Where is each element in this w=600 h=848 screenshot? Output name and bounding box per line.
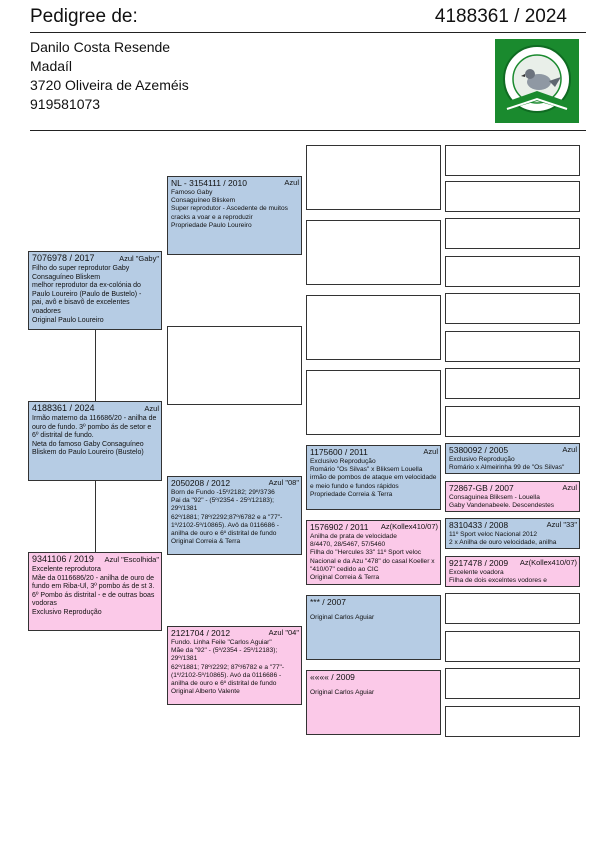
bird-notes: Exclusivo Reprodução Romário x Almeirinha 99 de "Os Silvas" [449,456,565,472]
ring-number: 1175600 / 2011 [310,447,368,457]
bird-dam-sire-sire-sire [445,443,580,474]
bird-dam-dam [167,626,302,705]
bird-g4-empty [306,220,441,285]
bird-dam-sire-dam [306,520,441,585]
connector-line [95,330,96,401]
bird-color: Azul [144,404,159,413]
bird-g5-empty [445,631,580,662]
bird-sire [28,251,162,330]
bird-color: Az(Kollex410/07) [380,522,438,531]
bird-color: Azul [562,445,577,454]
ring-number: 7076978 / 2017 [32,253,95,263]
bird-color: Az(Kollex410/07) [519,558,577,567]
bird-g5-empty [445,218,580,249]
bird-g5-empty [445,368,580,399]
bird-notes: Irmão materno da 116686/20 - anilha de ouro de fundo. 3º pombo ás de setor e 6º distrital de fundo. Neta do famoso Gaby Consaguíneo Bliskem do Paulo Loureiro (Bustelo) [32,415,157,457]
loft-logo [495,39,579,123]
ring-number: 4188361 / 2024 [32,403,95,413]
bird-color: Azul [423,447,438,456]
bird-color: Azul "33" [546,520,577,529]
owner-city: 3720 Oliveira de Azeméis [30,77,189,93]
bird-notes: Original Carlos Aguiar [310,689,375,696]
owner-place: Madaíl [30,58,73,74]
bird-g4-empty [306,295,441,360]
bird-notes: Anilha de prata de velocidade 8/4470, 28/5467, 57/5460 Filha do "Hercules 33" 11º Sport veloc Nacional e da Azu "478" do casal Koeller x "410/07" cedido ao CIC Original Correia & Terra [310,533,435,582]
bird-notes: Original Carlos Aguiar [310,614,375,621]
bird-g5-empty [445,593,580,624]
bird-color: Azul "08" [268,478,299,487]
bird-color: Azul [284,178,299,187]
bird-dam-dam-dam [306,670,441,735]
ring-number: 5380092 / 2005 [449,445,509,455]
page-title: Pedigree de: [30,6,138,27]
bird-notes: Filho do super reprodutor Gaby Consaguíneo Bliskem melhor reprodutor da ex-colónia do Paulo Loureiro (Paulo de Bustelo) - pai, avô e bisavô de excelentes voadores Original Paulo Loureiro [32,265,142,324]
bird-sire-sire [167,176,302,255]
bird-main [28,401,162,481]
bird-g5-empty [445,145,580,176]
bird-color: Azul "Gaby" [119,254,159,263]
bird-notes: Excelente voadora Filha de dois excelntes vodores e [449,569,547,585]
bird-notes: Fundo. Linha Feile "Carlos Aguiar" Mãe da "92" - (5º/2354 - 25º/12183); 29º/1381 62º/1881; 78º/2292; 87º/6782 e a "77"- (1º/2102-5º/10865). Avó da 0116686 - anilha de ouro e 6º distrital de fundo Original Alberto Valente [171,639,285,696]
bird-dam-dam-sire [306,595,441,660]
ring-number: *** / 2007 [310,597,346,607]
ring-number: 2050208 / 2012 [171,478,231,488]
bird-g5-empty [445,406,580,437]
bird-notes: Famoso Gaby Consaguíneo Bliskem Super reprodutor - Ascedente de muitos cracks a voar e a reproduzir Propriedade Paulo Loureiro [171,189,288,229]
bird-dam-sire-dam-sire [445,518,580,549]
owner-rule [30,130,586,131]
ring-number: 9341106 / 2019 [32,554,94,564]
bird-notes: 11º Sport veloc Nacional 2012 2 x Anilha de ouro velocidade, anilha [449,531,557,547]
bird-g5-empty [445,181,580,212]
bird-notes: Born de Fundo -15º/2182; 29º/3736 Pai da "92" - (5º/2354 - 25º/12183); 29º/1381 62º/1881; 78º/2292;87º/6782 e a "77"- 1º/2102-5º/10865). Avô da 0116686 - anilha de ouro e 6º distrital de fundo Original Correia & Terra [171,489,283,546]
bird-notes: Excelente reprodutora Mãe da 0116686/20 - anilha de ouro de fundo em Riba-Ul, 3º pombo ás de st 3. 6º Pombo ás distrital - e de outras boas vodoras Exclusivo Reprodução [32,566,155,616]
bird-g4-empty [306,145,441,210]
bird-g4-empty [306,370,441,435]
bird-color: Azul "Escolhida" [104,555,159,564]
bird-g5-empty [445,256,580,287]
bird-color: Azul [562,483,577,492]
bird-color: Azul "04" [268,628,299,637]
ring-number: 9217478 / 2009 [449,558,509,568]
bird-g5-empty [445,706,580,737]
bird-dam-sire-sire-dam [445,481,580,512]
header-rule [30,32,586,33]
connector-line [95,481,96,552]
ring-number: 72867-GB / 2007 [449,483,514,493]
bird-g5-empty [445,331,580,362]
owner-name: Danilo Costa Resende [30,39,171,55]
ring-number: 1576902 / 2011 [310,522,369,532]
owner-phone: 919581073 [30,96,101,112]
bird-notes: Exclusivo Reprodução Romário "Os Silvas" x Bliksem Louella irmão de pombos de ataque em velocidade e meio fundo e fundos rápidos Propriedade Correia & Terra [310,458,437,498]
bird-dam-sire-dam-dam [445,556,580,587]
owner-block [30,38,189,114]
bird-dam-sire-sire [306,445,441,510]
bird-g5-empty [445,293,580,324]
ring-number: «««« / 2009 [310,672,355,682]
pedigree-ring-number: 4188361 / 2024 [434,6,567,27]
bird-g5-empty [445,668,580,699]
ring-number: 8310433 / 2008 [449,520,509,530]
bird-dam-sire [167,476,302,555]
ring-number: NL - 3154111 / 2010 [171,178,247,188]
bird-sire-dam-empty [167,326,302,405]
bird-notes: Consaguinea Bliksem - Louella Gaby Vandenabeele. Descendestes [449,494,555,510]
bird-dam [28,552,162,631]
ring-number: 2121704 / 2012 [171,628,231,638]
